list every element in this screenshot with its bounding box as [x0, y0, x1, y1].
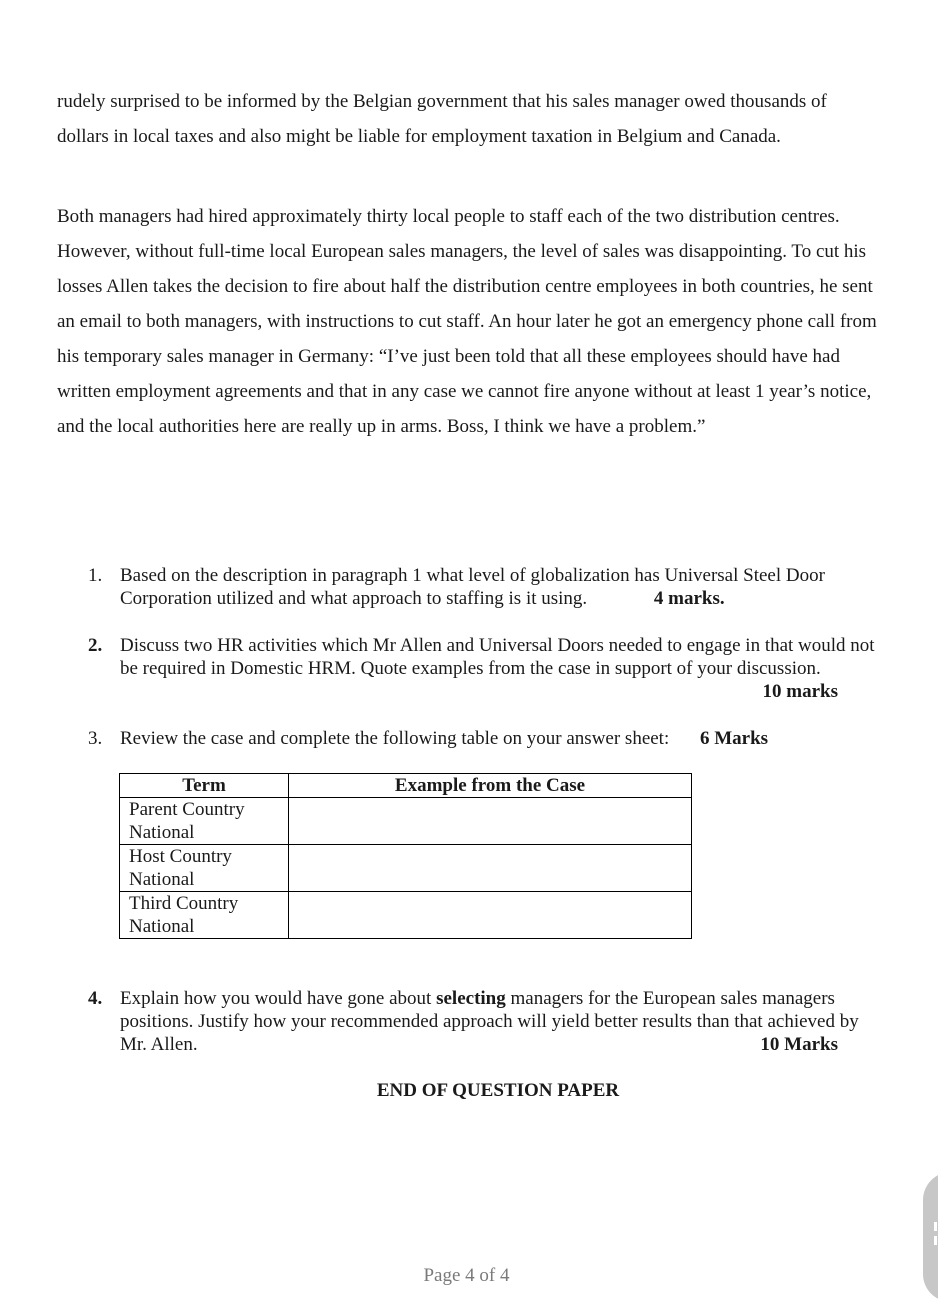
table-header-row [120, 774, 692, 798]
question-4 [88, 987, 878, 1056]
table-cell-example [289, 892, 692, 939]
question-text: Based on the description in paragraph 1 what level of globalization has Universal Steel Door Corporation utilized and what approach to staffing is it using. [120, 565, 825, 609]
scroll-handle[interactable] [923, 1172, 938, 1302]
question-number: 2. [88, 635, 103, 656]
table-cell-term: Third Country National [120, 892, 289, 939]
table-row [120, 798, 692, 845]
terms-table [119, 773, 692, 939]
question-marks: 4 marks. [653, 588, 725, 609]
table-cell-example [289, 845, 692, 892]
table-cell-term: Parent Country National [120, 798, 289, 845]
paragraph-1: rudely surprised to be informed by the Belgian government that his sales manager owed thousands of dollars in local taxes and also might be liable for employment taxation in Belgium and Canada. [57, 91, 827, 147]
question-marks: 10 marks [762, 681, 838, 702]
question-text: Explain how you would have gone about [120, 988, 437, 1009]
paragraph-2: Both managers had hired approximately thirty local people to staff each of the two distribution centres. However, without full-time local European sales managers, the level of sales was disappointing. To cut his losses Allen takes the decision to fire about half the distribution centre employees in both countries, he sent an email to both managers, with instructions to cut staff. An hour later he got an emergency phone call from his temporary sales manager in Germany: “I’ve just been told that all these employees should have had written employment agreements and that in any case we cannot fire anyone without at least 1 year’s notice, and the local authorities here are really up in arms. Boss, I think we have a problem.” [57, 206, 877, 437]
question-number: 1. [88, 565, 103, 586]
table-header-term: Term [120, 774, 289, 798]
table-header-example: Example from the Case [289, 774, 692, 798]
question-text-continued: managers for the European sales managers positions. Justify how your recommended approach will yield better results than that achieved by Mr. Allen. [120, 988, 859, 1055]
question-text: Review the case and complete the following table on your answer sheet: [120, 728, 670, 749]
question-text-emphasis: selecting [436, 988, 506, 1009]
end-of-paper-title: END OF QUESTION PAPER [376, 1080, 620, 1101]
table-cell-example [289, 798, 692, 845]
question-text: Discuss two HR activities which Mr Allen and Universal Doors needed to engage in that would not be required in Domestic HRM. Quote examples from the case in support of your discussion. [120, 635, 875, 679]
table-cell-term: Host Country National [120, 845, 289, 892]
question-2 [88, 634, 878, 703]
table-row [120, 845, 692, 892]
question-number: 4. [88, 988, 103, 1009]
grip-icon [934, 1236, 937, 1245]
question-number: 3. [88, 728, 103, 749]
page-footer: Page 4 of 4 [423, 1265, 510, 1286]
question-1 [88, 564, 878, 610]
question-marks: 10 Marks [760, 1034, 838, 1055]
grip-icon [934, 1222, 937, 1231]
question-marks: 6 Marks [700, 728, 769, 749]
table-row [120, 892, 692, 939]
question-3 [88, 727, 878, 750]
